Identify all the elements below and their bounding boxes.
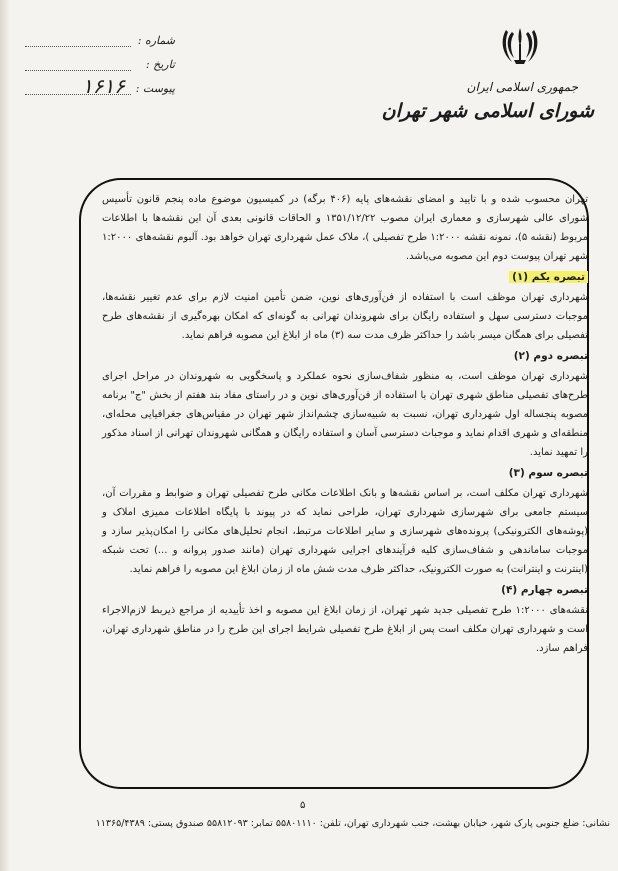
- attachment-label: پیوست :: [135, 82, 175, 95]
- note1-paragraph: شهرداری تهران موظف است با استفاده از فن‌آوری‌های نوین، ضمن تأمین امنیت لازم برای عدم تغییر نقشه‌ها، موجبات دسترسی سهل و استفاده رایگان برای شهروندان تهرانی به گونه‌ای که امکان بهره‌گیری از نقشه‌های طرح تفصیلی برای همگان میسر باشد را حداکثر ظرف مدت سه (۳) ماه از ابلاغ این مصوبه فراهم نماید.: [102, 292, 588, 341]
- footer-address: نشانی: ضلع جنوبی پارک شهر، خیابان بهشت، جنب شهرداری تهران، تلفن: ۵۵۸۰۱۱۱۰ تمابر: ۵۵۸۱۲۰۹۳ صندوق پستی: ۱۱۳۶۵/۴۳۸۹: [95, 818, 610, 829]
- note3-title: تبصره سوم (۳): [508, 467, 588, 479]
- letterhead: [381, 24, 600, 144]
- organization-name: شورای اسلامی شهر تهران: [381, 100, 594, 122]
- iran-emblem-icon: [498, 24, 542, 68]
- number-label: شماره :: [137, 34, 175, 47]
- note4-title: تبصره چهارم (۴): [501, 584, 588, 596]
- date-label: تاریخ :: [145, 58, 175, 71]
- page-number: ۵: [300, 800, 306, 811]
- note4-paragraph: نقشه‌های ۱:۲۰۰۰ طرح تفصیلی جدید شهر تهران، از زمان ابلاغ این مصوبه و اخذ تأییدیه از مراجع ذیربط لازم‌الاجراء است و شهرداری تهران مکلف است پس از ابلاغ طرح تفصیلی شرایط اجرای این طرح را در مناطق شهرداری تهران، فراهم سازد.: [102, 605, 589, 654]
- date-line: [25, 70, 131, 71]
- note2-paragraph: شهرداری تهران موظف است، به منظور شفاف‌سازی نحوه عملکرد و پاسخگویی به شهروندان در مراحل اجرای طرح‌های تفصیلی مناطق شهری تهران با استفاده از فن‌آوری‌های نوین و در راستای مفاد بند هفتم از بخش "ج" برنامه مصوبه پنجساله اول شهرداری تهران، نسبت به شبیه‌سازی چشم‌انداز شهر تهران در مقیاس‌های جغرافیایی محله‌ای، منطقه‌ای و شهری اقدام نماید و موجبات دسترسی آسان و استفاده رایگان و همگانی شهروندان تهرانی از اسناد مذکور را تمهید نماید.: [102, 371, 588, 458]
- number-row: [25, 32, 175, 56]
- intro-paragraph: تهران محسوب شده و با تایید و امضای نقشه‌های پایه (۴۰۶ برگه) در کمیسیون موضوع ماده پنجم قانون تأسیس شورای عالی شهرسازی و معماری ایران مصوب ۱۳۵۱/۱۲/۲۲ و الحاقات قانونی بعدی آن این نقشه‌ها با اطلاعات مربوط (نقشه ۵)، نمونه نقشه ۱:۲۰۰۰ طرح تفصیلی )، ملاک عمل شهرداری تهران خواهد بود. آلبوم نقشه‌های ۱:۲۰۰۰ شهر تهران پیوست دوم این مصوبه می‌باشد.: [102, 194, 588, 262]
- attachment-row: [25, 74, 175, 104]
- note2-title: تبصره دوم (۲): [513, 350, 588, 362]
- country-name: جمهوری اسلامی ایران: [466, 80, 578, 94]
- note1-title-text: تبصره یکم (۱): [509, 271, 588, 283]
- scan-edge: [0, 0, 10, 871]
- letter-body: [102, 190, 588, 658]
- note1-title: [102, 268, 588, 287]
- note3-paragraph: شهرداری تهران مکلف است، بر اساس نقشه‌ها و بانک اطلاعات مکانی طرح تفصیلی تهران و ضوابط و مقررات آن، سیستم جامعی برای شهرسازی شهرداری تهران، طراحی نماید که در پیوند با پایگاه اطلاعات ممیزی املاک و (پوشه‌های الکترونیکی) پرونده‌های شهرسازی و سایر اطلاعات مرتبط، انجام تحلیل‌های مکانی را امکان‌پذیر سازد و موجبات ساماندهی و شفاف‌سازی کلیه فرآیندهای اجرایی شهرداری تهران (مانند صدور پروانه و ...) تحت شبکه (اینترنت و اینترانت) به صورت الکترونیک، حداکثر ظرف مدت شش ماه از زمان ابلاغ این مصوبه را فراهم نماید.: [102, 488, 588, 575]
- attachment-value: ۱۶۱۶: [82, 74, 125, 98]
- number-line: [25, 46, 131, 47]
- letter-meta: [25, 32, 175, 104]
